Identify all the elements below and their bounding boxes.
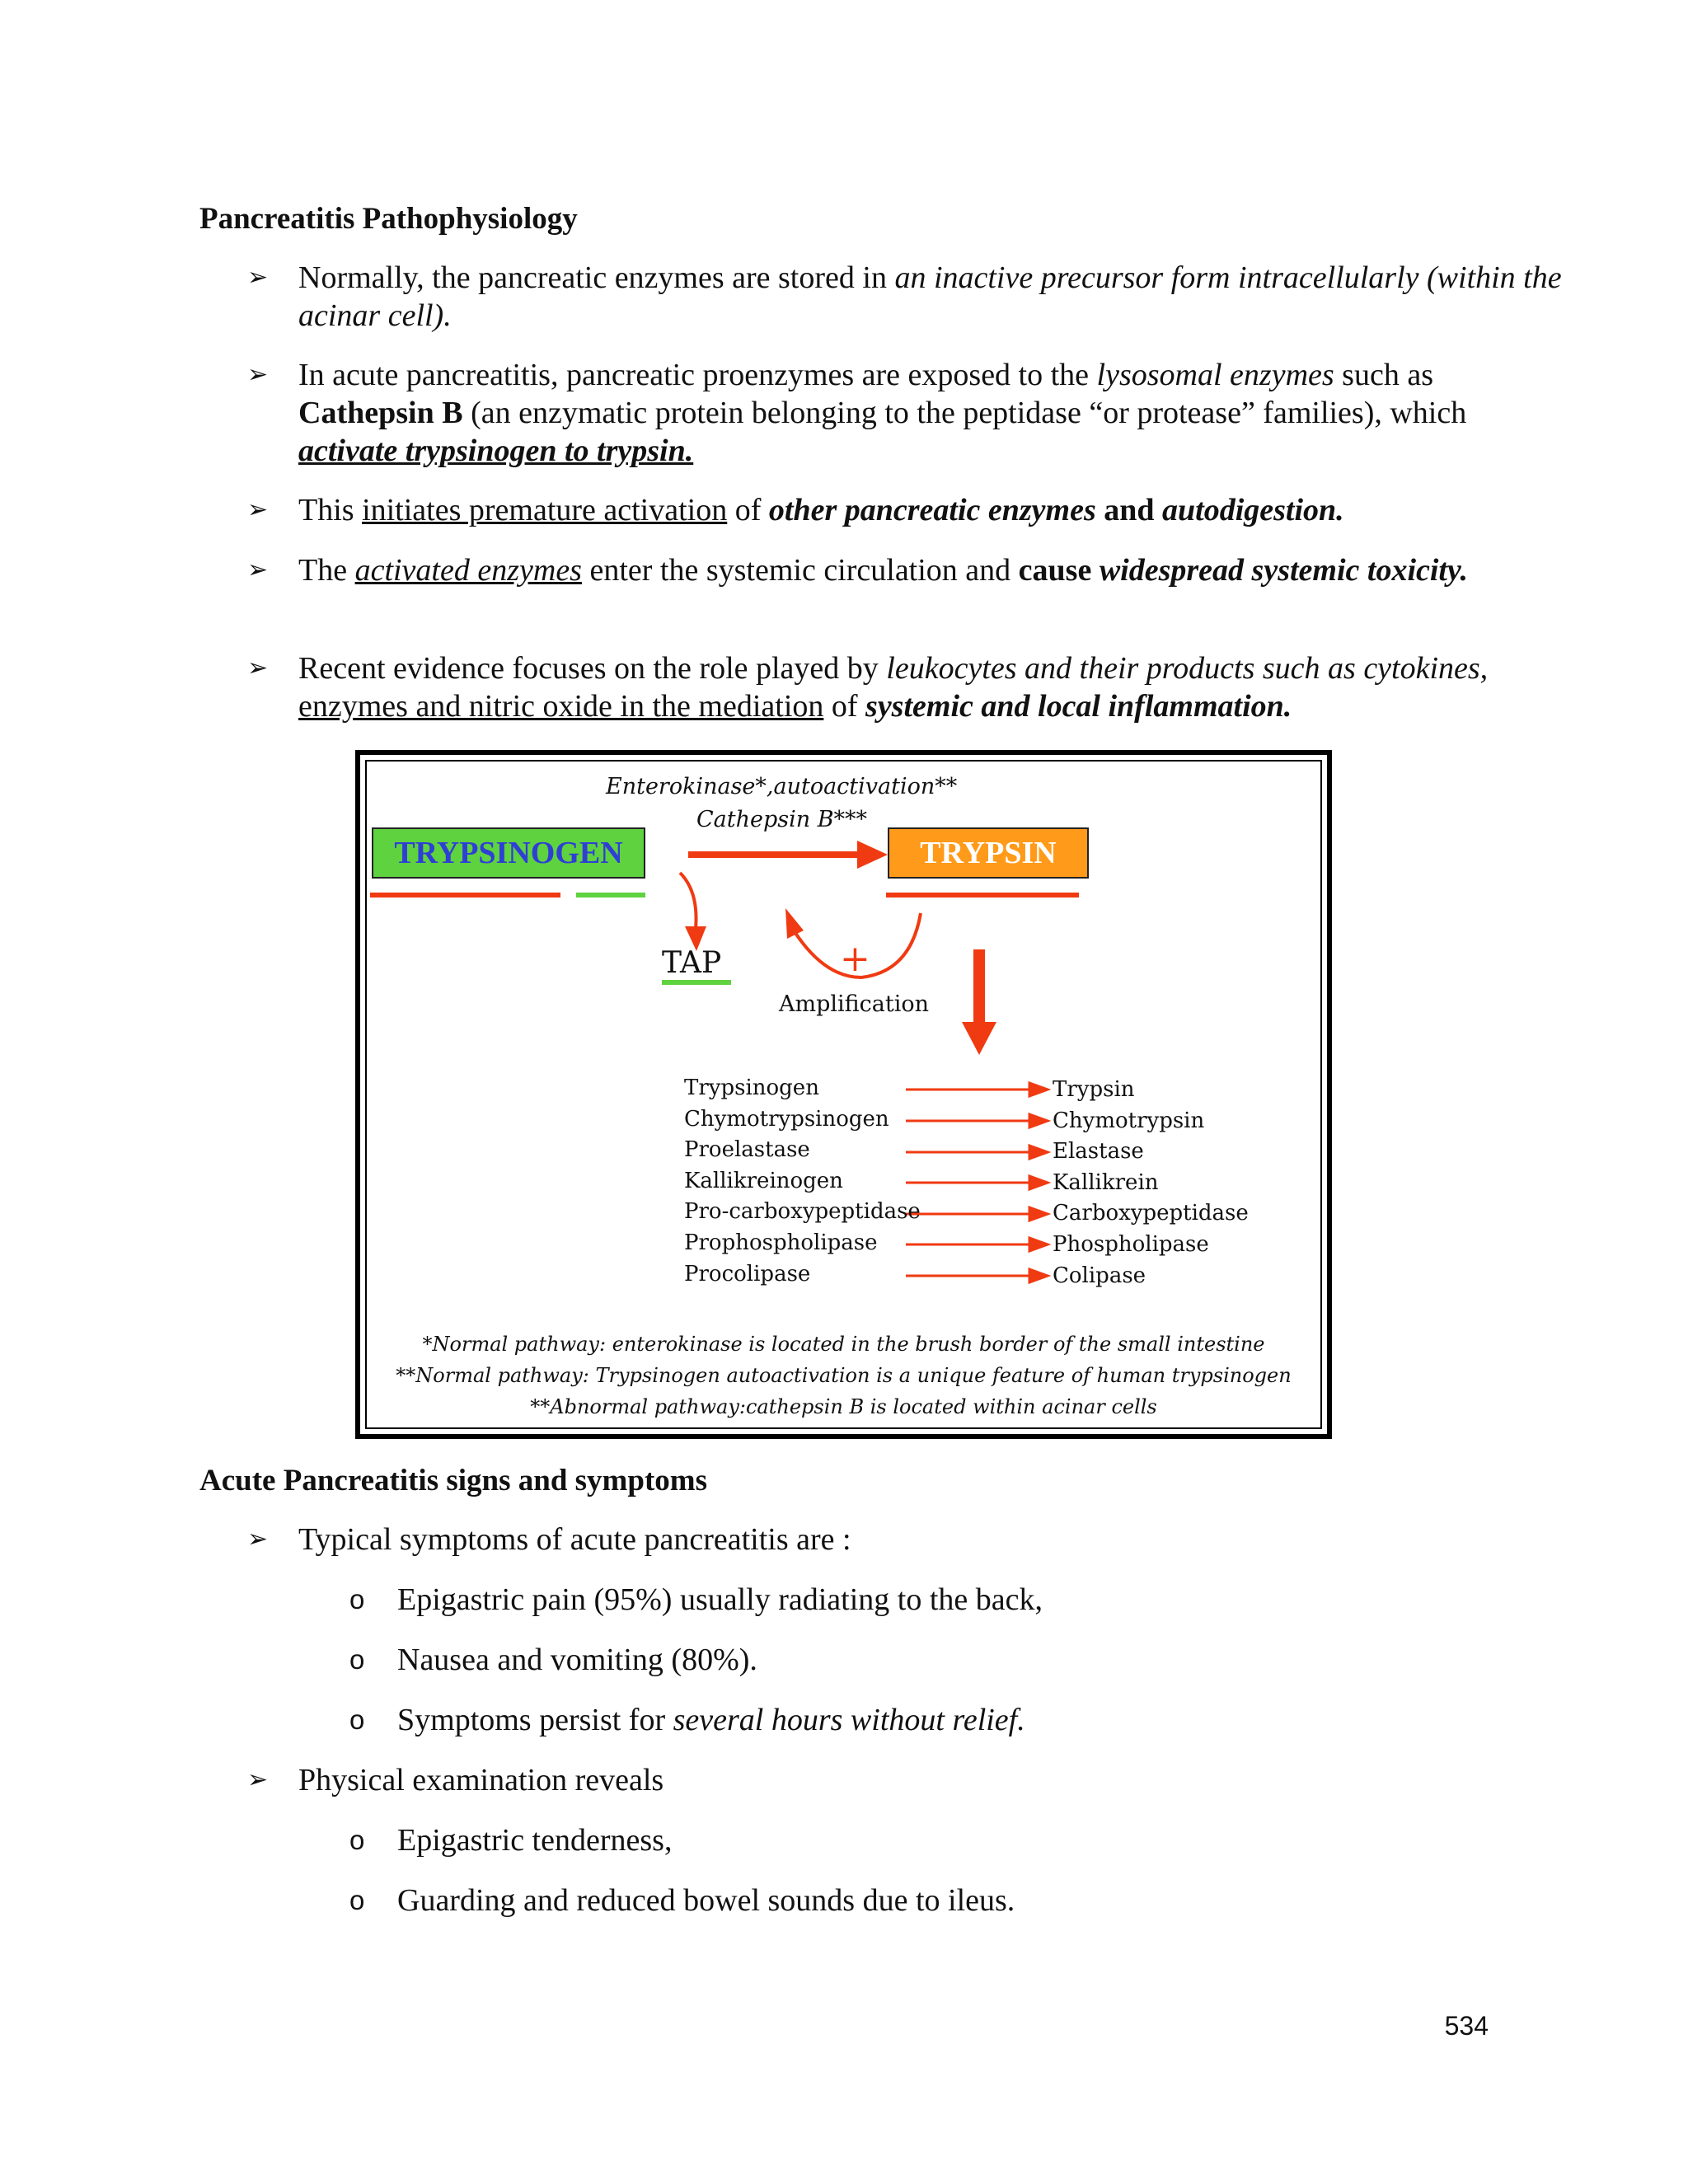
- active-enzyme-item: Kallikrein: [1053, 1169, 1159, 1195]
- bullet-4: ➢ The activated enzymes enter the systemic circulation and cause widespread systemic toxicity.: [247, 553, 1468, 588]
- sub-bullet-5: o Guarding and reduced bowel sounds due to ileus.: [349, 1883, 1015, 1918]
- active-enzyme-item: Carboxypeptidase: [1053, 1201, 1249, 1226]
- proenzyme-item: Procolipase: [684, 1261, 811, 1286]
- sub-bullet-4: o Epigastric tenderness,: [349, 1823, 673, 1858]
- arrow-bullet-icon: ➢: [247, 654, 269, 682]
- bullet-6: ➢ Typical symptoms of acute pancreatitis are :: [247, 1522, 851, 1557]
- arrow-bullet-icon: ➢: [247, 360, 269, 389]
- active-enzyme-item: Elastase: [1053, 1139, 1144, 1165]
- proenzyme-item: Proelastase: [684, 1137, 810, 1163]
- enzyme-arrow-head: [1029, 1238, 1048, 1251]
- enzyme-arrow-head: [1029, 1269, 1048, 1282]
- cascade-arrow-head: [962, 1022, 996, 1055]
- plus-sign: +: [840, 938, 870, 980]
- proenzyme-list: [684, 1073, 921, 1290]
- arrow-bullet-icon: ➢: [247, 1765, 269, 1794]
- arrow-bullet-icon: ➢: [247, 263, 269, 292]
- arrow-bullet-icon: ➢: [247, 1525, 269, 1554]
- section-heading-signs-symptoms: Acute Pancreatitis signs and symptoms: [199, 1464, 707, 1497]
- section-heading-pathophysiology: Pancreatitis Pathophysiology: [199, 202, 578, 236]
- diagram-frame: [365, 760, 1322, 1429]
- enzyme-arrow-head: [1029, 1176, 1048, 1189]
- amplification-loop-head: [785, 908, 804, 939]
- circle-bullet-icon: o: [349, 1644, 365, 1675]
- trypsin-activation-diagram: [355, 750, 1332, 1439]
- bullet-1: ➢ Normally, the pancreatic enzymes are stored in an inactive precursor form intracellularly (within the acinar cell).: [247, 260, 1562, 333]
- page-number: 534: [1444, 2011, 1489, 2041]
- trypsin-box: TRYPSIN: [888, 827, 1089, 879]
- proenzyme-item: Chymotrypsinogen: [684, 1106, 889, 1132]
- active-enzyme-item: Chymotrypsin: [1053, 1108, 1205, 1133]
- active-enzyme-item: Colipase: [1053, 1263, 1146, 1288]
- active-enzyme-list: [1053, 1075, 1249, 1291]
- proenzyme-item: Trypsinogen: [684, 1076, 819, 1100]
- bullet-5: ➢ Recent evidence focuses on the role played by leukocytes and their products such as cytokines, enzymes and nitric oxide in the mediation of systemic and local inflammation.: [247, 651, 1489, 724]
- circle-bullet-icon: o: [349, 1584, 365, 1615]
- bullet-3: ➢ This initiates premature activation of other pancreatic enzymes and autodigestion.: [247, 493, 1344, 527]
- circle-bullet-icon: o: [349, 1885, 365, 1915]
- enzyme-arrow-head: [1029, 1207, 1048, 1221]
- footnote-3: **Abnormal pathway:cathepsin B is located within acinar cells: [530, 1395, 1157, 1418]
- amplification-label: Amplification: [779, 991, 930, 1017]
- proenzyme-item: Pro-carboxypeptidase: [684, 1199, 921, 1225]
- footnote-1: *Normal pathway: enterokinase is located in the brush border of the small intestine: [422, 1333, 1265, 1356]
- proenzyme-item: Prophospholipase: [684, 1230, 878, 1255]
- bullet-7: ➢ Physical examination reveals: [247, 1763, 664, 1797]
- tap-label: TAP: [662, 946, 722, 980]
- top-label-activators: Enterokinase*,autoactivation**: [606, 774, 958, 799]
- enzyme-arrow-head: [1029, 1146, 1048, 1159]
- proenzyme-item: Kallikreinogen: [684, 1168, 843, 1193]
- arrow-bullet-icon: ➢: [247, 495, 269, 524]
- active-enzyme-item: Trypsin: [1053, 1077, 1135, 1102]
- sub-bullet-1: o Epigastric pain (95%) usually radiating to the back,: [349, 1582, 1043, 1617]
- sub-bullet-3: o Symptoms persist for several hours without relief.: [349, 1703, 1025, 1737]
- activation-arrow-head: [857, 841, 888, 869]
- enzyme-arrow-head: [1029, 1114, 1048, 1127]
- trypsinogen-box: TRYPSINOGEN: [372, 827, 645, 879]
- bullet-2: ➢ In acute pancreatitis, pancreatic proenzymes are exposed to the lysosomal enzymes such as Cathepsin B (an enzymatic protein belonging to the peptidase “or protease” families), which activate trypsinogen to trypsin.: [247, 358, 1467, 468]
- footnote-2: **Normal pathway: Trypsinogen autoactivation is a unique feature of human trypsinogen: [396, 1364, 1292, 1387]
- active-enzyme-item: Phospholipase: [1053, 1231, 1209, 1257]
- top-label-cathepsin: Cathepsin B***: [696, 807, 868, 832]
- arrow-bullet-icon: ➢: [247, 555, 269, 584]
- circle-bullet-icon: o: [349, 1704, 365, 1735]
- circle-bullet-icon: o: [349, 1825, 365, 1855]
- sub-bullet-2: o Nausea and vomiting (80%).: [349, 1643, 757, 1677]
- enzyme-arrow-head: [1029, 1083, 1048, 1096]
